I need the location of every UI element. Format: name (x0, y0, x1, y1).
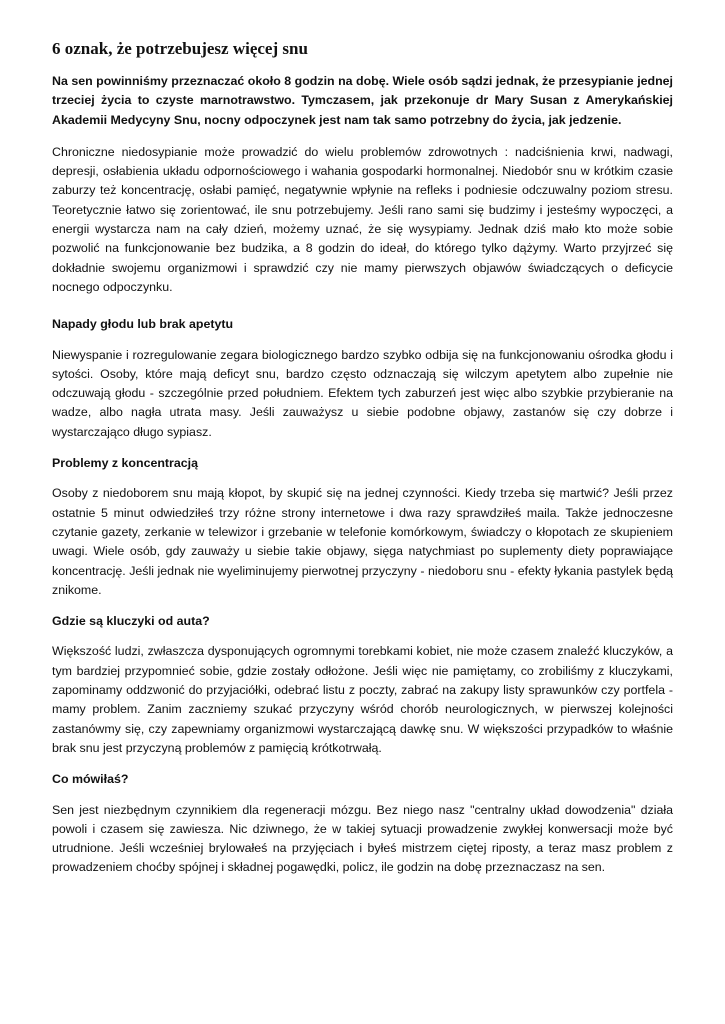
article-lead: Na sen powinniśmy przeznaczać około 8 godzin na dobę. Wiele osób sądzi jednak, że przesypianie jednej trzeciej życia to czyste marnotrawstwo. Tymczasem, jak przekonuje dr Mary Susan z Amerykańskiej Akademii Medycyny Snu, nocny odpoczynek jest nam tak samo potrzebny do życia, jak jedzenie. (52, 74, 673, 127)
section-heading-keys: Gdzie są kluczyki od auta? (52, 614, 210, 629)
article-title: 6 oznak, że potrzebujesz więcej snu (52, 39, 308, 58)
section-heading-hunger: Napady głodu lub brak apetytu (52, 317, 234, 332)
section-heading-conversation: Co mówiłaś? (52, 772, 129, 787)
section-body-keys: Większość ludzi, zwłaszcza dysponujących ogromnymi torebkami kobiet, nie może czasem znaleźć kluczyków, a tym bardziej przypomnieć sobie, gdzie zostały odłożone. Jeśli więc nie pamiętamy, co zrobiliśmy z kluczykami, zapominamy oddzwonić do przyjaciółki, odebrać listu z poczty, zabrać na zakupy listy sprawunków czy portfela - mamy problem. Zanim zaczniemy szukać przyczyny wśród chorób neurologicznych, w pierwszej kolejności zastanówmy się, czy zapewniamy organizmowi wystarczającą dawkę snu. W większości przypadków to właśnie brak snu jest przyczyną problemów z pamięcią krótkotrwałą. (52, 644, 673, 755)
section-heading-concentration: Problemy z koncentracją (52, 456, 198, 471)
section-body-hunger: Niewyspanie i rozregulowanie zegara biologicznego bardzo szybko odbija się na funkcjonowaniu ośrodka głodu i sytości. Osoby, które mają deficyt snu, bardzo często odznaczają się wilczym apetytem albo zupełnie nie odczuwają głodu - szczególnie przed południem. Efektem tych zaburzeń jest więc albo szybkie przybieranie na wadze, albo nagła utrata masy. Jeśli zauważysz u siebie podobne objawy, zastanów się czy dobrze i wystarczająco długo sypiasz. (52, 347, 673, 439)
section-body-concentration: Osoby z niedoborem snu mają kłopot, by skupić się na jednej czynności. Kiedy trzeba się martwić? Jeśli przez ostatnie 5 minut odwiedziłeś trzy różne strony internetowe i dwa razy sprawdziłeś maila. Także jednoczesne czytanie gazety, zerkanie w telewizor i grzebanie w telefonie komórkowym, świadczy o kłopotach ze skupieniem uwagi. Wiele osób, gdy zauważy u siebie takie objawy, sięga natychmiast po suplementy diety poprawiające koncentrację. Jeśli jednak nie wyeliminujemy pierwotnej przyczyny - niedoboru snu - efekty łykania pastylek będą znikome. (52, 486, 673, 597)
article-intro: Chroniczne niedosypianie może prowadzić do wielu problemów zdrowotnych : nadciśnienia krwi, nadwagi, depresji, osłabienia układu odpornościowego i wahania gospodarki hormonalnej. Niedobór snu w krótkim czasie zaburzy też koncentrację, osłabi pamięć, negatywnie wpłynie na refleks i podniesie odczuwalny poziom stresu. Teoretycznie łatwo się zorientować, ile snu potrzebujemy. Jeśli rano sami się budzimy i jesteśmy wypoczęci, a energii wystarcza nam na cały dzień, możemy uznać, że się wysypiamy. Jednak dziś mało kto może sobie pozwolić na funkcjonowanie bez budzika, a 8 godzin do ideał, do którego tylko dążymy. Warto przyjrzeć się dokładnie swojemu organizmowi i sprawdzić czy nie mamy pierwszych objawów świadczących o deficycie nocnego odpoczynku. (52, 144, 673, 294)
section-body-conversation: Sen jest niezbędnym czynnikiem dla regeneracji mózgu. Bez niego nasz "centralny układ dowodzenia" działa powoli i czasem się zawiesza. Nic dziwnego, że w takiej sytuacji prowadzenie zwykłej konwersacji może być utrudnione. Jeśli wcześniej brylowałeś na przyjęciach i byłeś mistrzem ciętej riposty, a teraz masz problem z prowadzeniem choćby spójnej i składnej pogawędki, policz, ile godzin na dobę przeznaczasz na sen. (52, 802, 673, 875)
